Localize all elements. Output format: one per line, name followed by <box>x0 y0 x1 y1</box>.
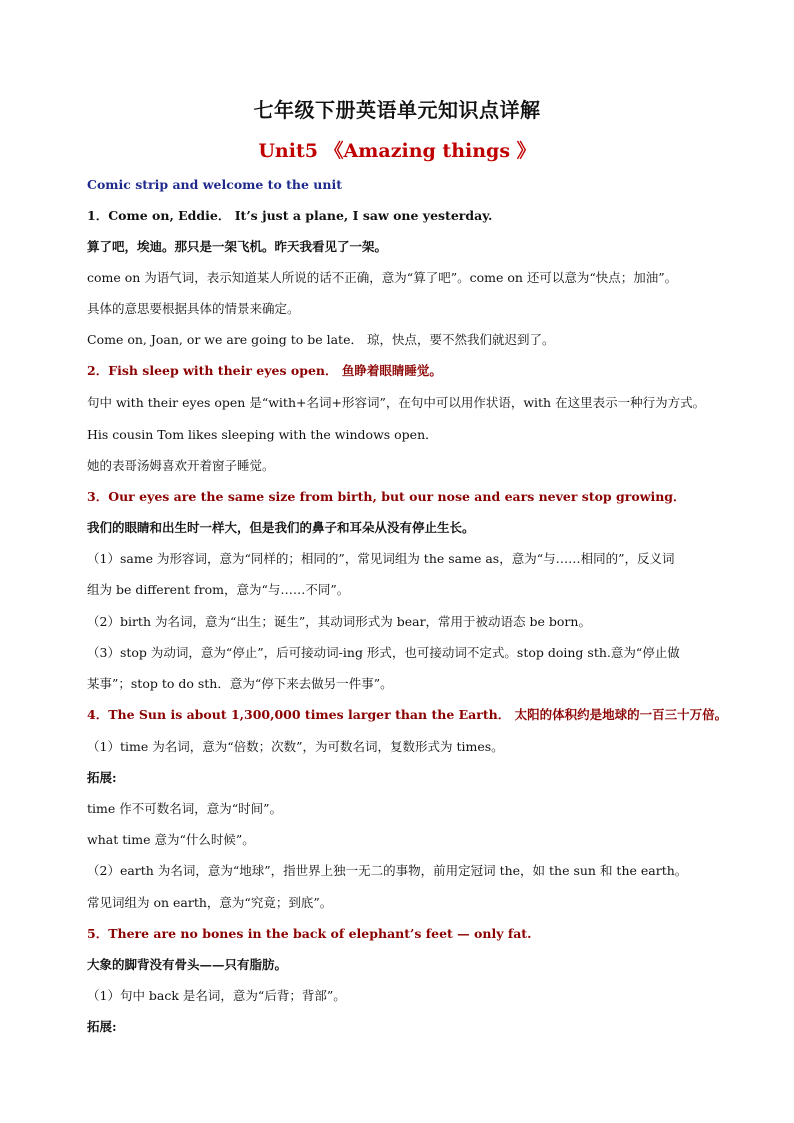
point-4-extension-2: what time 意为“什么时候”。 <box>87 832 255 847</box>
point-3-note-3-cont: 某事”；stop to do sth．意为“停下来去做另一件事”。 <box>87 676 393 691</box>
point-3-translation: 我们的眼睛和出生时一样大，但是我们的鼻子和耳朵从没有停止生长。 <box>87 520 475 535</box>
section-heading: Comic strip and welcome to the unit <box>87 177 343 192</box>
point-4-note-2-cont: 常见词组为 on earth，意为“究竟；到底”。 <box>87 895 333 910</box>
point-3-note-1-cont: 组为 be different from，意为“与……不同”。 <box>87 582 350 597</box>
unit-title: Unit5 《Amazing things 》 <box>258 140 536 162</box>
point-1-example: Come on, Joan, or we are going to be late． 琼，快点，要不然我们就迟到了。 <box>87 332 555 347</box>
point-4-sentence: 4．The Sun is about 1,300,000 times larger than the Earth． 太阳的体积约是地球的一百三十万倍。 <box>87 707 728 722</box>
point-4-note-1: （1）time 为名词，意为“倍数；次数”，为可数名词，复数形式为 times。 <box>87 739 504 754</box>
point-5-sentence: 5．There are no bones in the back of elephant’s feet — only fat. <box>87 926 532 941</box>
point-1-translation: 算了吧，埃迪。那只是一架飞机。昨天我看见了一架。 <box>87 239 388 254</box>
point-1-sentence: 1．Come on, Eddie． It’s just a plane, I saw one yesterday. <box>87 208 493 223</box>
point-1-explanation: come on 为语气词，表示知道某人所说的话不正确，意为“算了吧”。come on 还可以意为“快点；加油”。 <box>87 270 678 285</box>
point-2-sentence: 2．Fish sleep with their eyes open． 鱼睁着眼睛睡觉。 <box>87 363 442 378</box>
point-2-explanation: 句中 with their eyes open 是“with+名词+形容词”，在句中可以用作状语，with 在这里表示一种行为方式。 <box>87 395 706 410</box>
point-2-example: His cousin Tom likes sleeping with the windows open． <box>87 427 438 442</box>
point-3-note-2: （2）birth 为名词，意为“出生；诞生”，其动词形式为 bear，常用于被动语态 be born。 <box>87 614 591 629</box>
point-3-sentence: 3．Our eyes are the same size from birth, but our nose and ears never stop growing． <box>87 489 686 504</box>
point-1-explanation-cont: 具体的意思要根据具体的情景来确定。 <box>87 301 300 316</box>
point-4-extension-1: time 作不可数名词，意为“时间”。 <box>87 801 283 816</box>
point-3-note-3: （3）stop 为动词，意为“停止”，后可接动词-ing 形式，也可接动词不定式。stop doing sth.意为“停止做 <box>87 645 680 660</box>
point-4-note-2: （2）earth 为名词，意为“地球”，指世界上独一无二的事物，前用定冠词 the，如 the sun 和 the earth。 <box>87 863 688 878</box>
point-5-note-1: （1）句中 back 是名词，意为“后背；背部”。 <box>87 988 346 1003</box>
page-title: 七年级下册英语单元知识点详解 <box>253 98 541 122</box>
point-5-translation: 大象的脚背没有骨头——只有脂肪。 <box>87 957 288 972</box>
point-2-example-translation: 她的表哥汤姆喜欢开着窗子睡觉。 <box>87 458 275 473</box>
point-4-extension-label: 拓展: <box>87 770 117 785</box>
point-5-extension-label: 拓展: <box>87 1019 117 1034</box>
point-3-note-1: （1）same 为形容词，意为“同样的；相同的”，常见词组为 the same as，意为“与……相同的”，反义词 <box>87 551 675 566</box>
